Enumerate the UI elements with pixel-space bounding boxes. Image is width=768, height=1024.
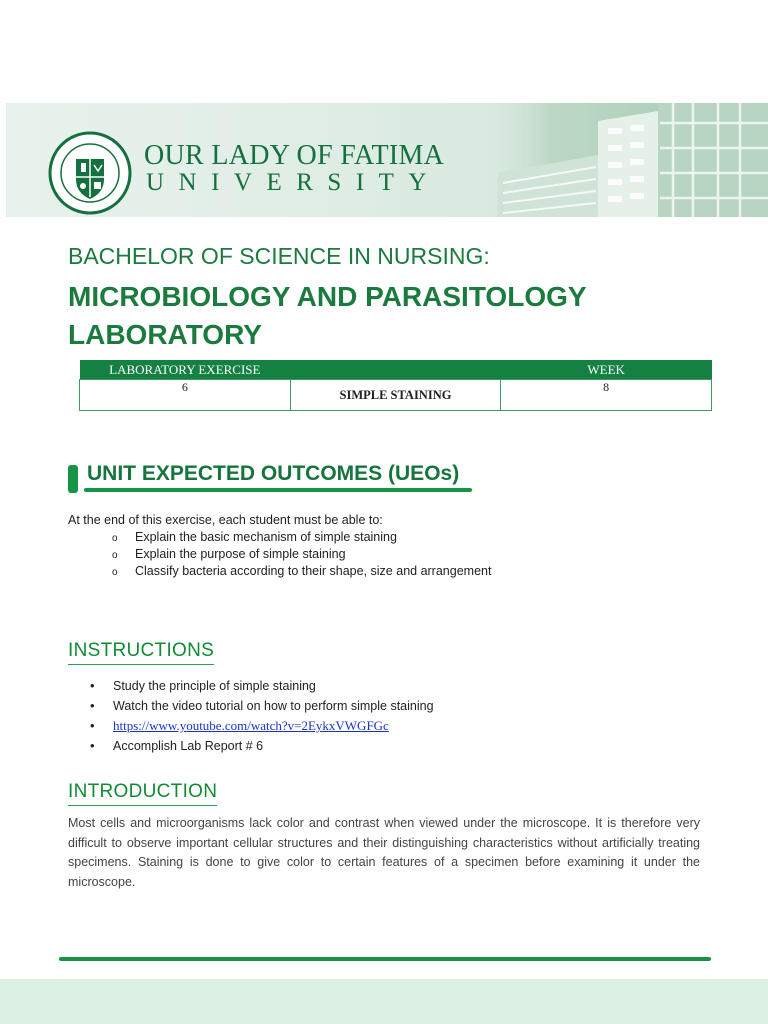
instruction-text: Study the principle of simple staining [113, 679, 316, 693]
ueo-underline [84, 488, 472, 492]
exercise-title: SIMPLE STAINING [290, 380, 501, 411]
instruction-text: Accomplish Lab Report # 6 [113, 739, 264, 753]
bullet-icon: • [90, 738, 95, 753]
video-tutorial-link[interactable]: https://www.youtube.com/watch?v=2EykxVWGFGc [113, 718, 389, 733]
ueo-item-text: Classify bacteria according to their shape, size and arrangement [135, 564, 492, 578]
circle-bullet-icon: o [112, 567, 118, 578]
campus-building-image [478, 103, 768, 217]
list-item [90, 696, 434, 716]
list-item [112, 563, 491, 580]
bullet-icon: • [90, 678, 95, 693]
week-number: 8 [501, 380, 712, 411]
list-item [112, 546, 491, 563]
bullet-icon: • [90, 698, 95, 713]
university-banner [6, 103, 768, 217]
lab-table-header-row [80, 360, 712, 380]
lab-table-row [80, 380, 712, 411]
exercise-number: 6 [80, 380, 291, 411]
lab-table-header-blank [290, 360, 501, 380]
circle-bullet-icon: o [112, 533, 118, 544]
instructions-heading: INSTRUCTIONS [68, 640, 214, 665]
ueo-item-text: Explain the basic mechanism of simple staining [135, 530, 397, 544]
circle-bullet-icon: o [112, 550, 118, 561]
university-name: OUR LADY OF FATIMA [144, 140, 445, 171]
list-item [90, 716, 434, 736]
list-item [90, 676, 434, 696]
ueo-intro: At the end of this exercise, each student must be able to: [68, 513, 383, 527]
lab-exercise-table [79, 360, 712, 411]
ueo-heading: UNIT EXPECTED OUTCOMES (UEOs) [87, 462, 460, 485]
university-subname: UNIVERSITY [146, 169, 441, 196]
bullet-icon: • [90, 718, 95, 733]
list-item [112, 529, 491, 546]
ueo-list [112, 529, 491, 580]
introduction-paragraph: Most cells and microorganisms lack color and contrast when viewed under the microscope. It is therefore very difficult to observe important cellular structures and their distinguishing characteristics without artificially treating specimens. Staining is done to give color to certain features of a specimen before examining it under the microscope. [68, 816, 700, 889]
footer-band [0, 979, 768, 1024]
list-item [90, 736, 434, 756]
course-title: MICROBIOLOGY AND PARASITOLOGY LABORATORY [68, 281, 587, 350]
university-seal-icon [48, 131, 132, 215]
lab-table-header-exercise: LABORATORY EXERCISE [80, 360, 291, 380]
ueo-accent-bar [68, 465, 78, 493]
bottom-divider [59, 957, 711, 961]
instructions-list [90, 676, 434, 756]
introduction-heading: INTRODUCTION [68, 781, 217, 806]
lab-table-header-week: WEEK [501, 360, 712, 380]
ueo-item-text: Explain the purpose of simple staining [135, 547, 346, 561]
program-title: BACHELOR OF SCIENCE IN NURSING: [68, 243, 490, 269]
instruction-text: Watch the video tutorial on how to perform simple staining [113, 699, 434, 713]
